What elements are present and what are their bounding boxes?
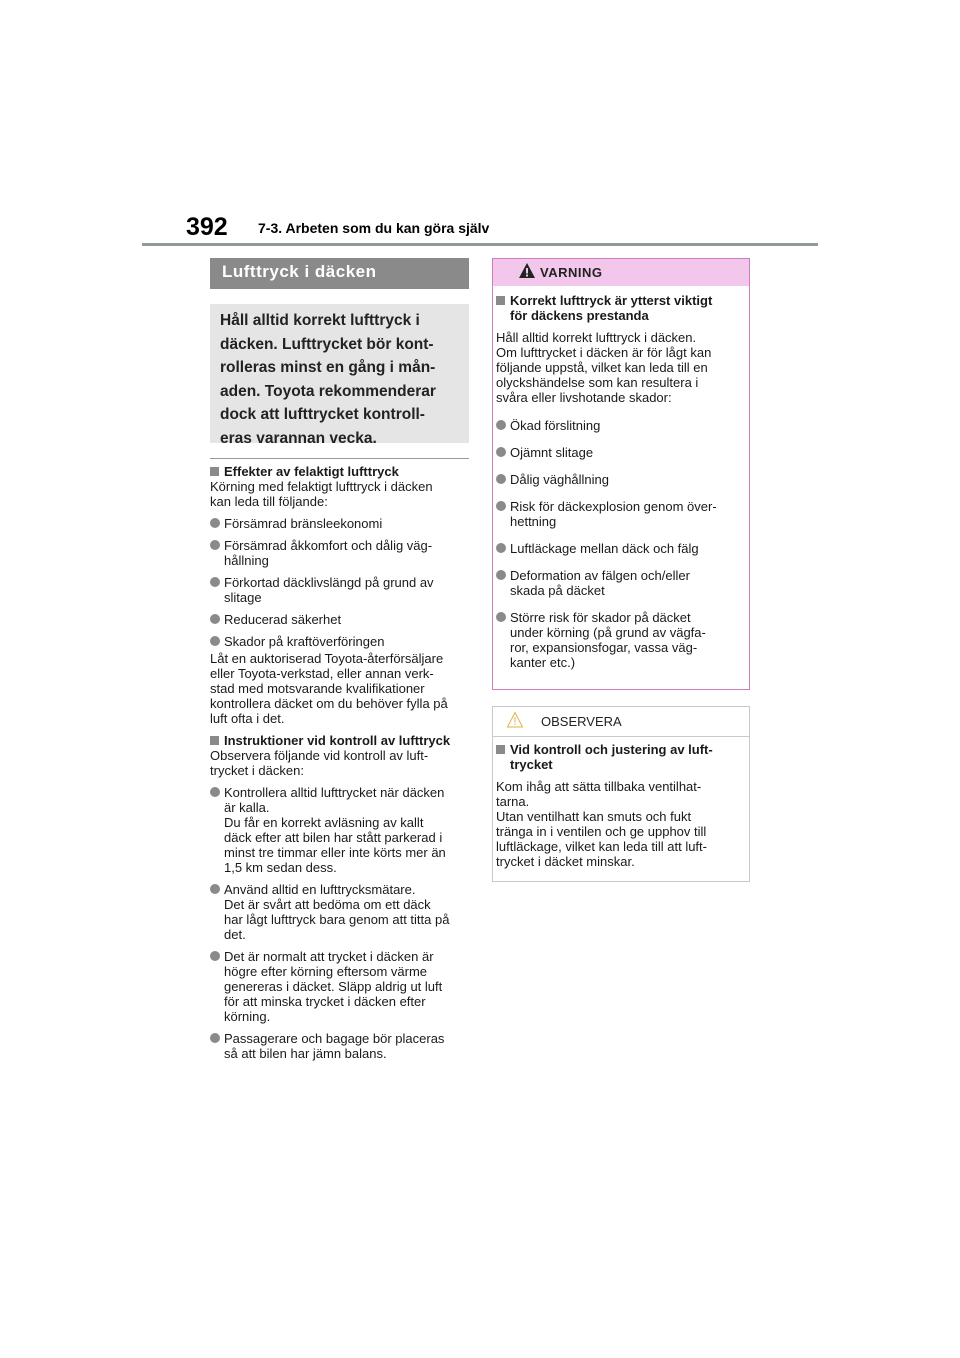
- list-item: Försämrad åkkomfort och dålig väg- hållning: [210, 538, 472, 568]
- notice-body: [496, 742, 748, 869]
- page-number: 392: [186, 213, 228, 241]
- intro-box: [210, 304, 469, 447]
- warning-intro: Håll alltid korrekt lufttryck i däcken. Om lufttrycket i däcken är för lågt kan följande uppstå, vilket kan leda till en olyckshändelse som kan resultera i svåra eller livshotande skador:: [496, 330, 712, 405]
- intro-line: eras varannan vecka.: [220, 429, 377, 447]
- warning-body: [496, 293, 748, 670]
- intro-line: Håll alltid korrekt lufttryck i: [220, 312, 420, 329]
- instructions-heading: Instruktioner vid kontroll av lufttryck: [210, 733, 472, 748]
- notice-text: Kom ihåg att sätta tillbaka ventilhat- tarna. Utan ventilhatt kan smuts och fukt tränga in i ventilen och ge upphov till luftläckage, vilket kan leda till att luft- trycket i däcket minskar.: [496, 779, 707, 869]
- bullet-icon: [210, 951, 220, 961]
- square-bullet-icon: [210, 736, 219, 745]
- bullet-icon: [210, 540, 220, 550]
- bullet-icon: [210, 518, 220, 528]
- list-item: Luftläckage mellan däck och fälg: [496, 541, 748, 556]
- section-title-box: [210, 258, 469, 289]
- notice-box: [492, 706, 750, 882]
- notice-label: OBSERVERA: [541, 714, 622, 729]
- bullet-icon: [210, 884, 220, 894]
- bullet-icon: [496, 420, 506, 430]
- bullet-icon: [210, 636, 220, 646]
- list-item: Ojämnt slitage: [496, 445, 748, 460]
- list-item: Passagerare och bagage bör placeras så att bilen har jämn balans.: [210, 1031, 472, 1061]
- list-item: Förkortad däcklivslängd på grund av slitage: [210, 575, 472, 605]
- left-body: [210, 464, 472, 1061]
- effects-outro: Låt en auktoriserad Toyota-återförsäljare eller Toyota-verkstad, eller annan verk- stad med motsvarande kvalifikationer kontrollera däcket om du behöver fylla på luft ofta i det.: [210, 651, 448, 726]
- effects-intro: Körning med felaktigt lufttryck i däcken kan leda till följande:: [210, 479, 433, 509]
- square-bullet-icon: [496, 745, 505, 754]
- chapter-title: 7-3. Arbeten som du kan göra själv: [258, 220, 490, 236]
- list-item: Reducerad säkerhet: [210, 612, 472, 627]
- warning-header: [493, 259, 749, 286]
- square-bullet-icon: [496, 296, 505, 305]
- section-title: Lufttryck i däcken: [222, 262, 377, 281]
- warning-box: [492, 258, 750, 690]
- list-item: Använd alltid en lufttrycksmätare. Det är svårt att bedöma om ett däck har lågt lufttryck bara genom att titta på det.: [210, 882, 472, 942]
- list-item: Risk för däckexplosion genom över- hettning: [496, 499, 748, 529]
- header-divider: [142, 243, 818, 246]
- bullet-icon: [496, 501, 506, 511]
- intro-line: dock att lufttrycket kontroll-: [220, 406, 425, 423]
- caution-triangle-icon: [506, 711, 524, 729]
- intro-line: rolleras minst en gång i mån-: [220, 359, 436, 376]
- warning-triangle-icon: [518, 262, 536, 280]
- list-item: Försämrad bränsleekonomi: [210, 516, 472, 531]
- notice-heading: Vid kontroll och justering av luft- trycket: [496, 742, 748, 772]
- effects-heading: Effekter av felaktigt lufttryck: [210, 464, 472, 479]
- list-item: Kontrollera alltid lufttrycket när däcken är kalla. Du får en korrekt avläsning av kallt däck efter att bilen har stått parkerad i minst tre timmar eller inte körts mer än 1,5 km sedan dess.: [210, 785, 472, 875]
- bullet-icon: [210, 1033, 220, 1043]
- bullet-icon: [210, 614, 220, 624]
- notice-divider: [493, 736, 749, 737]
- bullet-icon: [496, 447, 506, 457]
- list-item: Större risk för skador på däcket under körning (på grund av vägfa- ror, expansionsfogar, vassa väg- kanter etc.): [496, 610, 748, 670]
- square-bullet-icon: [210, 467, 219, 476]
- instructions-intro: Observera följande vid kontroll av luft- trycket i däcken:: [210, 748, 429, 778]
- bullet-icon: [210, 577, 220, 587]
- list-item: Dålig väghållning: [496, 472, 748, 487]
- warning-label: VARNING: [540, 265, 603, 280]
- list-item: Skador på kraftöverföringen: [210, 634, 472, 649]
- bullet-icon: [210, 787, 220, 797]
- intro-line: däcken. Lufttrycket bör kont-: [220, 335, 434, 353]
- bullet-icon: [496, 612, 506, 622]
- bullet-icon: [496, 543, 506, 553]
- column-divider: [210, 458, 469, 459]
- list-item: Det är normalt att trycket i däcken är högre efter körning eftersom värme genereras i däcket. Släpp aldrig ut luft för att minska trycket i däcken efter körning.: [210, 949, 472, 1024]
- bullet-icon: [496, 474, 506, 484]
- list-item: Deformation av fälgen och/eller skada på däcket: [496, 568, 748, 598]
- warning-heading: Korrekt lufttryck är ytterst viktigt för däckens prestanda: [496, 293, 748, 323]
- intro-line: aden. Toyota rekommenderar: [220, 382, 436, 400]
- bullet-icon: [496, 570, 506, 580]
- list-item: Ökad förslitning: [496, 418, 748, 433]
